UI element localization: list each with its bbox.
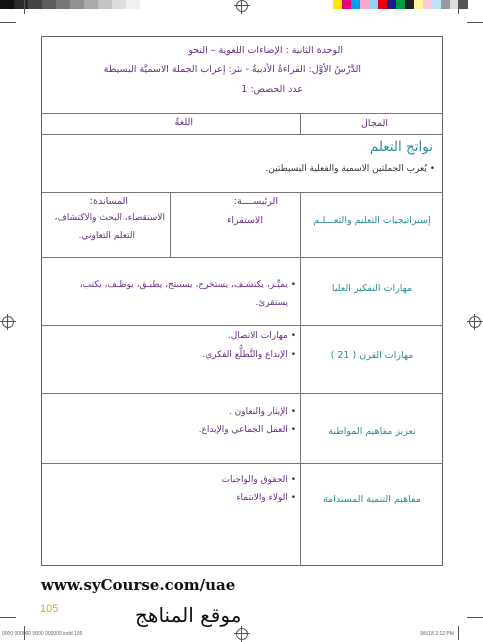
hot-skills-line: يستقرئ.	[255, 298, 288, 308]
crop-mark	[458, 626, 459, 640]
crop-mark	[0, 22, 16, 23]
hot-skills-line: • يميِّـز، يكتشـف، يستخرج، يستنتج، يطبـق، يوظـف، يكتب،	[80, 280, 296, 290]
registration-mark-icon	[236, 0, 248, 12]
registration-mark-icon	[469, 316, 481, 328]
support-strategy-title: المساندة:	[89, 196, 128, 207]
table-divider	[41, 325, 443, 326]
grayscale-calibration-bar	[0, 0, 140, 9]
crop-mark	[24, 0, 25, 14]
table-divider	[300, 113, 301, 135]
support-strategy-line: الاستقصاء، البحث والاكتشاف،	[54, 213, 165, 223]
table-divider	[41, 257, 443, 258]
c21-skills-label: مهارات القرن ( 21 )	[330, 350, 414, 361]
language-column-header: اللغةُ	[174, 117, 193, 128]
table-divider	[41, 113, 443, 114]
file-info: 0000 000000 0000 000000.indd 105	[2, 631, 83, 637]
strategies-label: إستراتيجيات التعليم والتعـــلـم	[313, 215, 431, 226]
citizenship-label: تعزيز مفاهيم المواطنة	[328, 426, 416, 437]
color-calibration-bar	[333, 0, 468, 9]
crop-mark	[467, 22, 483, 23]
sustainability-item: • الحقوق والواجبات	[221, 475, 296, 485]
sessions-count: عدد الحصص: 1	[241, 84, 303, 95]
table-divider	[41, 393, 443, 394]
website-url[interactable]: www.syCourse.com/uae	[41, 576, 236, 594]
sustainability-item: • الولاء والانتماء	[236, 493, 296, 503]
lesson-plan-table	[41, 36, 443, 566]
table-divider	[41, 463, 443, 464]
registration-mark-icon	[2, 316, 14, 328]
citizenship-item: • العمل الجماعي والإبداع.	[199, 425, 296, 435]
print-date: 9/6/18 2:12 PM	[420, 631, 454, 637]
crop-mark	[458, 0, 459, 14]
support-strategy-line: التعلم التعاوني.	[78, 231, 135, 241]
unit-title: الوحدة الثانية : الإضاءات اللغوية – النحو	[188, 45, 343, 56]
outcomes-title: نواتج التعلم	[369, 139, 433, 155]
crop-mark	[467, 617, 483, 618]
citizenship-item: • الإيثار والتعاون .	[229, 407, 296, 417]
lesson-title: الدَّرْسُ الأوَّل: القراءةُ الأدبيةُ - نثر: إعراب الجملة الاسميَّة البسيطة	[103, 64, 361, 75]
crop-mark	[0, 617, 16, 618]
table-divider	[41, 134, 443, 135]
hot-skills-label: مهارات التفكير العليا	[331, 283, 413, 294]
table-divider	[41, 192, 443, 193]
domain-column-header: المجال	[361, 118, 388, 129]
site-name-watermark: موقع المناهج	[135, 603, 242, 627]
table-divider	[170, 192, 171, 257]
sustainability-label: مفاهيم التنمية المستدامة	[323, 494, 421, 505]
page-number: 105	[40, 603, 59, 615]
registration-mark-icon	[236, 628, 248, 640]
outcome-item: • يُعرب الجملتين الاسمية والفعلية البسيطتين.	[265, 164, 435, 174]
c21-skills-item: • الإبداع والتَّطلُّع الفكري.	[202, 350, 296, 360]
main-strategy-text: الاستقراء	[226, 215, 263, 226]
c21-skills-item: • مهارات الاتصال.	[228, 331, 296, 341]
table-divider	[300, 192, 301, 566]
main-strategy-title: الرئيســــة:	[233, 196, 278, 207]
